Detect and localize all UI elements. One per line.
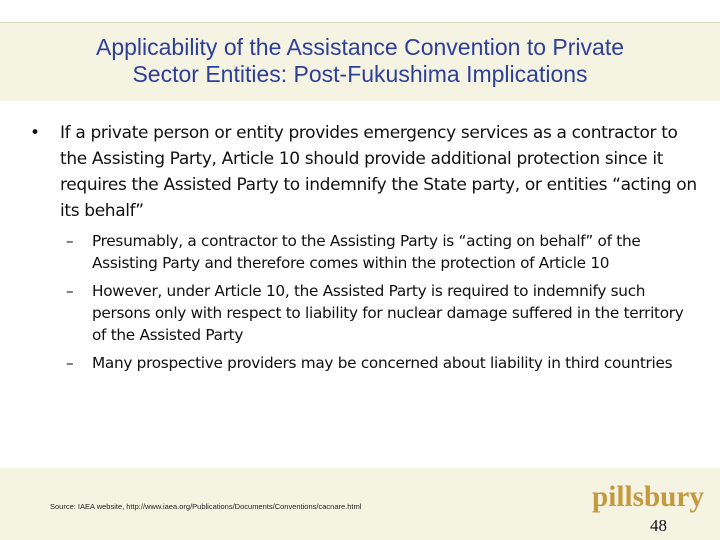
title-line-2: Sector Entities: Post-Fukushima Implications <box>132 61 588 87</box>
sub-bullet-text: Presumably, a contractor to the Assisting Party is “acting on behalf” of the Assisting Party and therefore comes within the protection of Article 10 <box>92 232 641 272</box>
sub-bullet-marker: – <box>66 354 74 372</box>
page-number: 48 <box>650 516 667 535</box>
sub-bullet-2 <box>30 280 700 346</box>
bullet-marker: • <box>30 123 40 143</box>
source-citation: Source: IAEA website, http://www.iaea.org/Publications/Documents/Conventions/cacnare.html <box>50 502 362 511</box>
sub-bullet-marker: – <box>66 232 74 250</box>
sub-bullet-3 <box>30 352 700 374</box>
slide-body <box>30 120 700 374</box>
sub-bullet-1 <box>30 230 700 274</box>
sub-bullet-text: However, under Article 10, the Assisted Party is required to indemnify such persons only with respect to liability for nuclear damage suffered in the territory of the Assisted Party <box>92 282 684 344</box>
sub-bullet-text: Many prospective providers may be concerned about liability in third countries <box>92 354 673 372</box>
main-bullet <box>30 120 700 224</box>
title-line-1: Applicability of the Assistance Convention to Private <box>95 34 624 60</box>
main-bullet-text: If a private person or entity provides emergency services as a contractor to the Assisting Party, Article 10 should provide additional protection since it requires the Assisted Party to indemnify the State party, or entities “acting on its behalf” <box>60 123 697 221</box>
slide-title <box>20 34 700 88</box>
pillsbury-logo <box>588 468 708 520</box>
pillsbury-logo-text: pillsbury <box>592 480 704 513</box>
sub-bullet-marker: – <box>66 282 74 300</box>
